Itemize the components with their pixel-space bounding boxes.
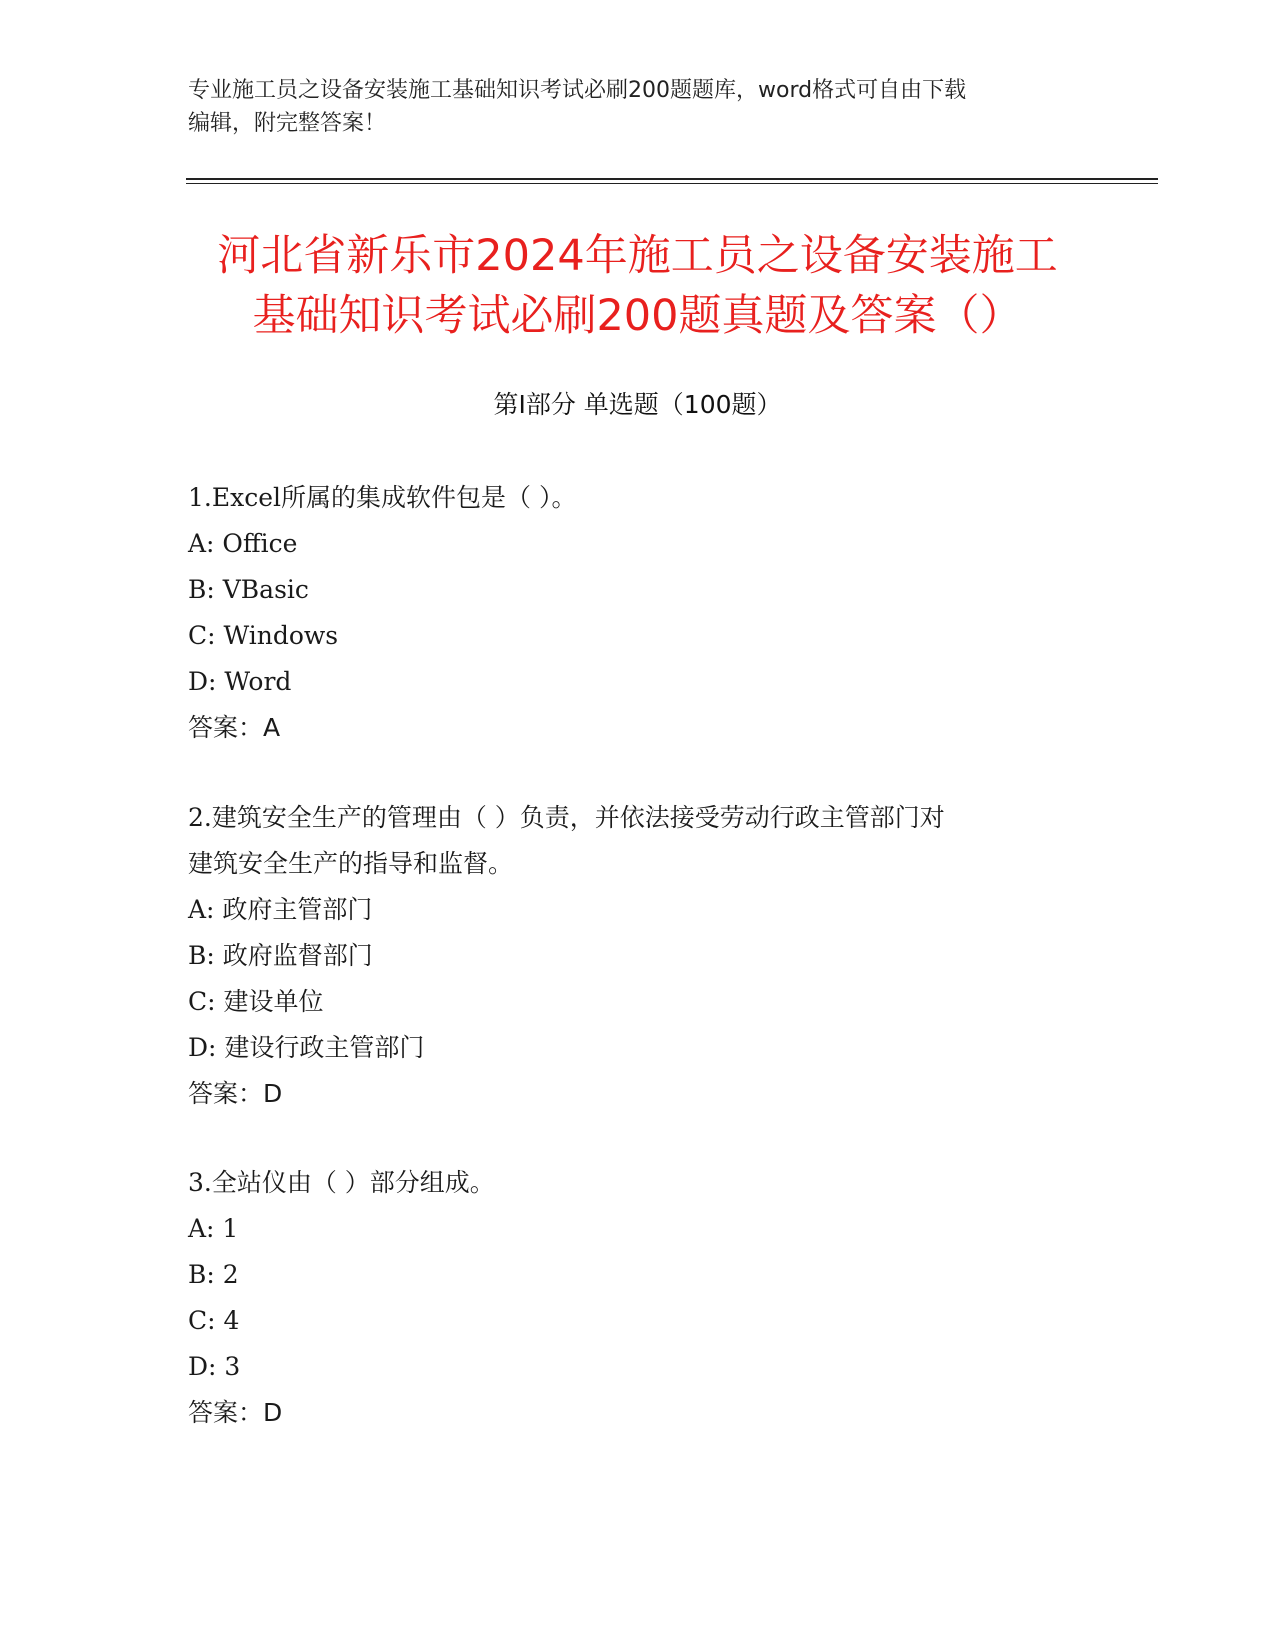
answer: 答案：A [188,713,281,742]
answer: 答案：D [188,1398,283,1427]
answer: 答案：D [188,1079,283,1108]
question-text: 1.Excel所属的集成软件包是（ ）。 [188,483,577,512]
option-a: A: 政府主管部门 [188,895,373,924]
header-note-line-1: 专业施工员之设备安装施工基础知识考试必刷200题题库，word格式可自由下载 [188,78,967,103]
option-b: B: 政府监督部门 [188,941,373,970]
option-b: B: VBasic [188,575,309,604]
option-a: A: 1 [188,1214,239,1243]
question-text-line-2: 建筑安全生产的指导和监督。 [188,849,514,878]
question-text-line-1: 2.建筑安全生产的管理由（ ）负责，并依法接受劳动行政主管部门对 [188,803,945,832]
header-note-line-2: 编辑，附完整答案！ [188,111,387,136]
section-heading: 第I部分 单选题（100题） [493,390,782,419]
question-2 [188,795,1088,1117]
question-text: 3.全站仪由（ ）部分组成。 [188,1168,495,1197]
header-divider-thin [186,183,1158,184]
document-title [160,226,1115,346]
option-d: D: 建设行政主管部门 [188,1033,425,1062]
document-title-line-1: 河北省新乐市2024年施工员之设备安装施工 [217,231,1058,281]
header-divider-thick [186,178,1158,180]
header-note [188,74,1088,140]
question-3 [188,1160,1088,1436]
option-a: A: Office [188,529,298,558]
option-b: B: 2 [188,1260,239,1289]
document-title-line-2: 基础知识考试必刷200题真题及答案（） [252,291,1023,341]
option-c: C: 4 [188,1306,240,1335]
option-d: D: Word [188,667,292,696]
option-c: C: 建设单位 [188,987,324,1016]
option-d: D: 3 [188,1352,241,1381]
option-c: C: Windows [188,621,339,650]
question-1 [188,475,1088,751]
